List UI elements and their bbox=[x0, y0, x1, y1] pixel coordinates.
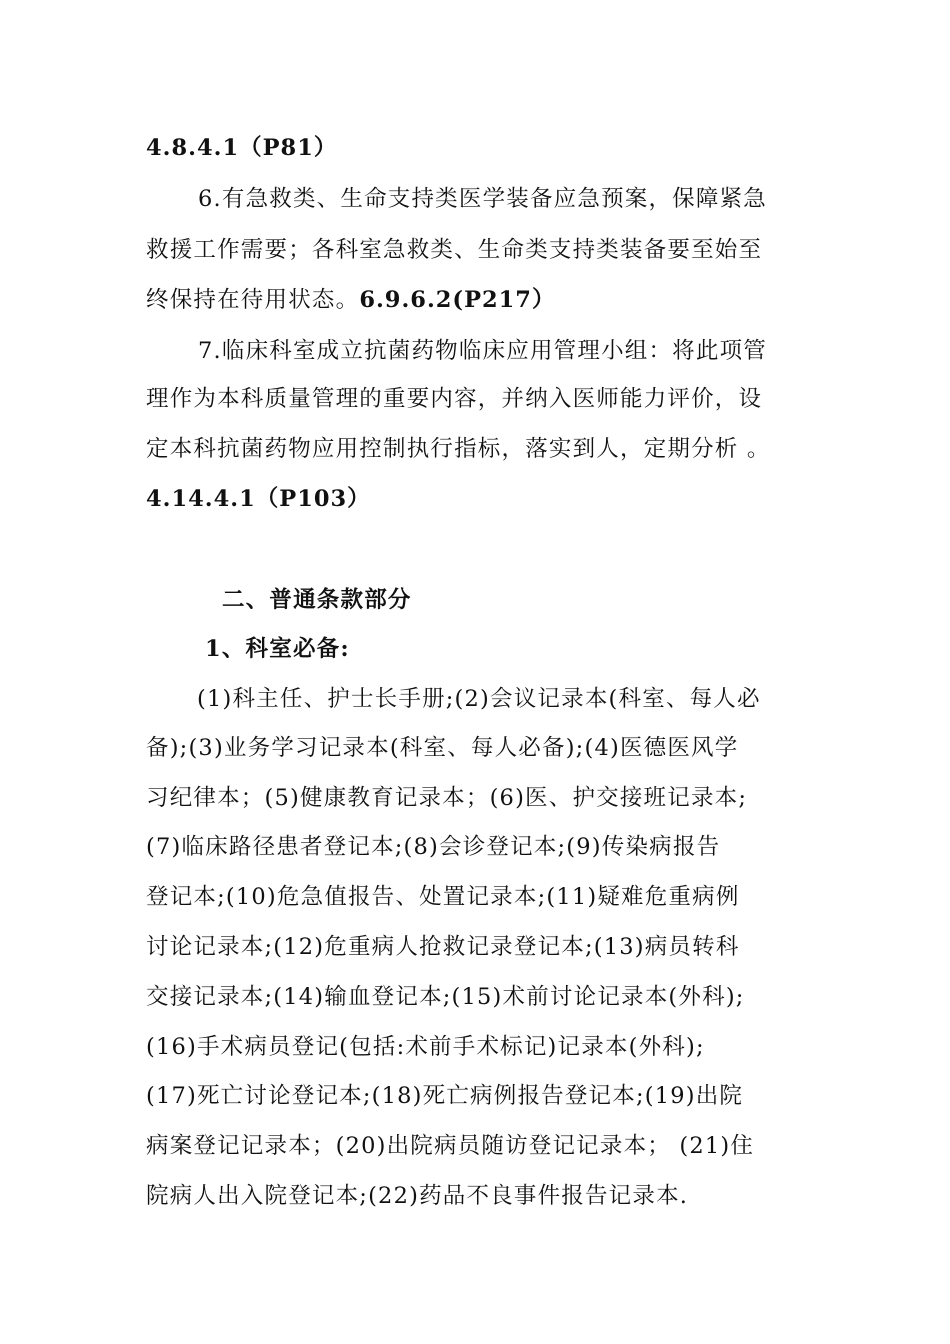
list-line-7: 交接记录本;(14)输血登记本;(15)术前讨论记录本(外科); bbox=[146, 984, 745, 1010]
subsection-1-heading: 1、科室必备: bbox=[205, 636, 350, 662]
list-line-3: 习纪律本；(5)健康教育记录本；(6)医、护交接班记录本; bbox=[146, 785, 748, 811]
item-6-line-2: 救援工作需要；各科室急救类、生命类支持类装备要至始至 bbox=[146, 237, 763, 263]
list-line-2: 备);(3)业务学习记录本(科室、每人必备);(4)医德医风学 bbox=[146, 735, 739, 761]
list-line-9: (17)死亡讨论登记本;(18)死亡病例报告登记本;(19)出院 bbox=[146, 1083, 744, 1109]
section-2-heading: 二、普通条款部分 bbox=[222, 587, 412, 613]
reference-4-8-4-1: 4.8.4.1（P81） bbox=[146, 135, 338, 161]
item-7-line-3: 定本科抗菌药物应用控制执行指标，落实到人，定期分析 。 bbox=[146, 436, 771, 462]
item-6-line-1: 6.有急救类、生命支持类医学装备应急预案，保障紧急 bbox=[198, 186, 767, 212]
item-7-line-2: 理作为本科质量管理的重要内容，并纳入医师能力评价，设 bbox=[146, 386, 763, 412]
reference-4-14-4-1: 4.14.4.1（P103） bbox=[146, 486, 371, 512]
item-7-line-1: 7.临床科室成立抗菌药物临床应用管理小组：将此项管 bbox=[198, 338, 767, 364]
item-6-line-3 bbox=[146, 285, 816, 315]
list-line-8: (16)手术病员登记(包括:术前手术标记)记录本(外科); bbox=[146, 1034, 705, 1060]
list-line-11: 院病人出入院登记本;(22)药品不良事件报告记录本. bbox=[146, 1183, 689, 1209]
reference-6-9-6-2: 6.9.6.2(P217） bbox=[359, 287, 556, 313]
list-line-6: 讨论记录本;(12)危重病人抢救记录登记本;(13)病员转科 bbox=[146, 934, 740, 960]
list-line-1: (1)科主任、护士长手册;(2)会议记录本(科室、每人必 bbox=[197, 686, 761, 712]
list-line-10: 病案登记记录本；(20)出院病员随访登记记录本； (21)住 bbox=[146, 1133, 755, 1159]
list-line-5: 登记本;(10)危急值报告、处置记录本;(11)疑难危重病例 bbox=[146, 884, 740, 910]
item-6-line-3-text: 终保持在待用状态。 bbox=[146, 287, 360, 313]
list-line-4: (7)临床路径患者登记本;(8)会诊登记本;(9)传染病报告 bbox=[146, 834, 721, 860]
